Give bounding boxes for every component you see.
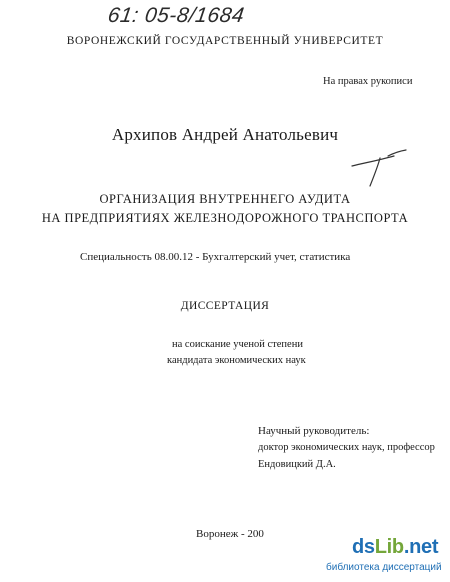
supervisor-title: доктор экономических наук, профессор <box>258 442 435 453</box>
university-name: ВОРОНЕЖСКИЙ ГОСУДАРСТВЕННЫЙ УНИВЕРСИТЕТ <box>66 35 384 47</box>
dslib-watermark-logo <box>352 536 438 559</box>
supervisor-label: Научный руководитель: <box>258 425 370 437</box>
watermark-logo-ds: ds <box>352 536 375 558</box>
thesis-title-line-1: ОРГАНИЗАЦИЯ ВНУТРЕННЕГО АУДИТА <box>99 192 351 206</box>
supervisor-name: Ендовицкий Д.А. <box>258 459 336 470</box>
manuscript-rights-note: На правах рукописи <box>323 76 413 87</box>
watermark-logo-net: .net <box>403 536 439 558</box>
city-year: Воронеж - 200 <box>196 528 264 540</box>
degree-line-1: на соискание ученой степени <box>172 339 303 350</box>
specialty-line: Специальность 08.00.12 - Бухгалтерский учет, статистика <box>80 251 351 263</box>
watermark-logo-lib: Lib <box>374 536 404 558</box>
archive-stamp: 61: 05-8/1684 <box>106 4 246 27</box>
signature-icon <box>350 148 410 188</box>
degree-line-2: кандидата экономических наук <box>167 355 306 366</box>
author-name: Архипов Андрей Анатольевич <box>111 125 339 144</box>
document-type: ДИССЕРТАЦИЯ <box>180 300 270 312</box>
thesis-title-line-2: НА ПРЕДПРИЯТИЯХ ЖЕЛЕЗНОДОРОЖНОГО ТРАНСПОРТА <box>41 211 409 225</box>
watermark-subtitle: библиотека диссертаций <box>326 562 442 573</box>
